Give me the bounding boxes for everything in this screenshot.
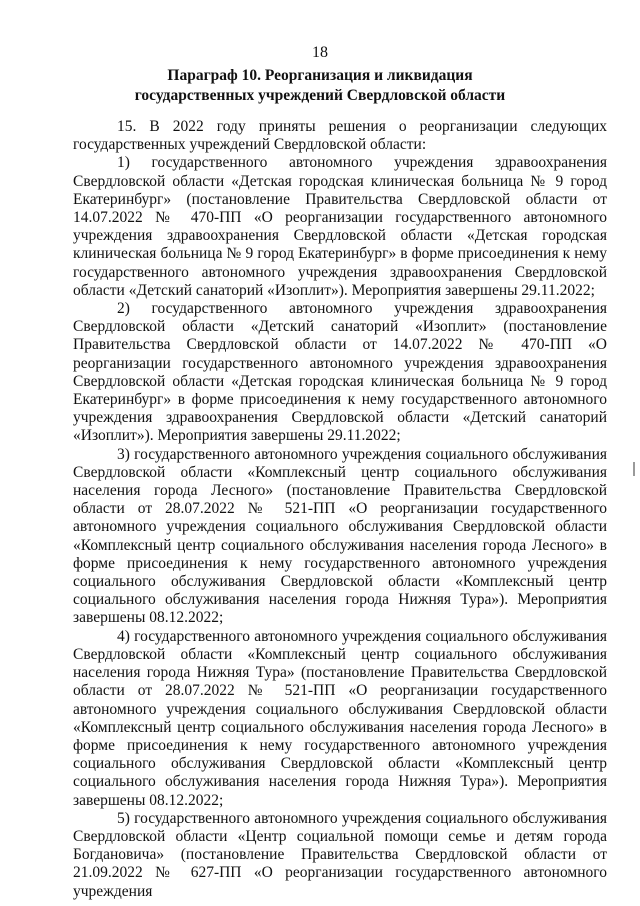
paragraph-item-2: 2) государственного автономного учреждения здравоохранения Свердловской области «Детский санаторий «Изоплит» (постановление Правительства Свердловской области от 14.07.2022 № 470-ПП «О реорганизации государственного автономного учреждения здравоохранения Свердловской области «Детская городская клиническая больница № 9 город Екатеринбург» в форме присоединения к нему государственного автономного учреждения здравоохранения Свердловской области «Детский санаторий «Изоплит»). Мероприятия завершены 29.11.2022; [73, 300, 607, 445]
paragraph-item-1: 1) государственного автономного учреждения здравоохранения Свердловской области «Детская городская клиническая больница № 9 город Екатеринбург» (постановление Правительства Свердловской области от 14.07.2022 № 470-ПП «О реорганизации государственного автономного учреждения здравоохранения Свердловской области «Детская городская клиническая больница № 9 город Екатеринбург» в форме присоединения к нему государственного автономного учреждения здравоохранения Свердловской области «Детский санаторий «Изоплит»). Мероприятия завершены 29.11.2022; [73, 154, 607, 299]
paragraph-item-5: 5) государственного автономного учреждения социального обслуживания Свердловской области «Центр социальной помощи семье и детям города Богдановича» (постановление Правительства Свердловской области от 21.09.2022 № 627-ПП «О реорганизации государственного автономного учреждения [73, 809, 607, 900]
document-body [73, 118, 607, 901]
page-number: 18 [312, 44, 328, 61]
section-heading-line-2: государственных учреждений Свердловской области [134, 87, 506, 104]
paragraph-item-4: 4) государственного автономного учреждения социального обслуживания Свердловской области «Комплексный центр социального обслуживания населения города Нижняя Тура» (постановление Правительства Свердловской области от 28.07.2022 № 521-ПП «О реорганизации государственного автономного учреждения социального обслуживания Свердловской области «Комплексный центр социального обслуживания населения города Лесного» в форме присоединения к нему государственного автономного учреждения социального обслуживания Свердловской области «Комплексный центр социального обслуживания населения города Нижняя Тура»). Мероприятия завершены 08.12.2022; [73, 627, 607, 809]
section-heading [0, 66, 640, 106]
section-heading-line-1: Параграф 10. Реорганизация и ликвидация [167, 67, 473, 84]
margin-mark [633, 462, 635, 476]
paragraph-intro: 15. В 2022 году приняты решения о реорганизации следующих государственных учреждений Свердловской области: [73, 118, 607, 154]
paragraph-item-3: 3) государственного автономного учреждения социального обслуживания Свердловской области «Комплексный центр социального обслуживания населения города Лесного» (постановление Правительства Свердловской области от 28.07.2022 № 521-ПП «О реорганизации государственного автономного учреждения социального обслуживания Свердловской области «Комплексный центр социального обслуживания населения города Лесного» в форме присоединения к нему государственного автономного учреждения социального обслуживания Свердловской области «Комплексный центр социального обслуживания населения города Нижняя Тура»). Мероприятия завершены 08.12.2022; [73, 445, 607, 627]
